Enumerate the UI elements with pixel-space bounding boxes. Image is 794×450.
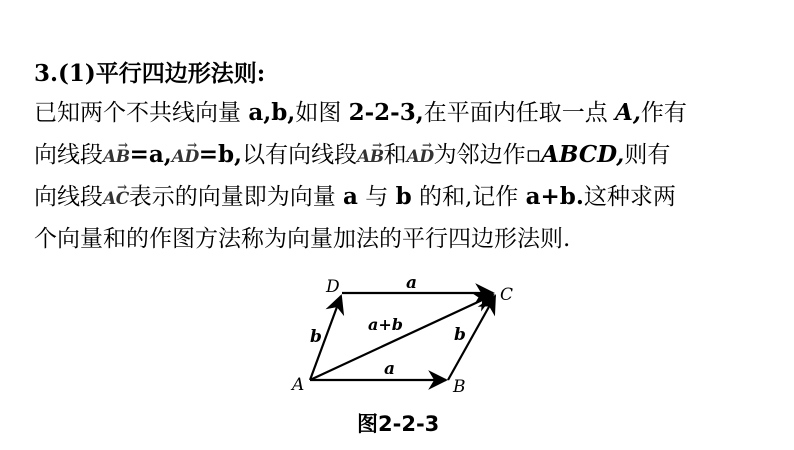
vector-a: a [343, 183, 358, 210]
vector-ad: → AD [407, 136, 434, 178]
text-block [34, 56, 774, 260]
vector-ac: → AC [103, 178, 129, 220]
vector-ab: → AB [357, 136, 384, 178]
vectors-ab: a,b, [248, 99, 296, 126]
text: 为邻边作▫ [433, 142, 542, 168]
text: 这种求两 [583, 184, 676, 210]
text: 在平面内任取一点 [423, 100, 616, 126]
vector-ad: → AD [172, 136, 199, 178]
parallelogram-abcd: ABCD, [541, 141, 625, 168]
text: 则有 [624, 142, 671, 168]
text: 与 [357, 184, 396, 210]
line-4: 个向量和的作图方法称为向量加法的平行四边形法则. [34, 226, 571, 252]
text: 以有向线段 [242, 142, 358, 168]
label-a: A [292, 375, 305, 395]
eq-a: =a, [129, 141, 172, 168]
text: 如图 [295, 100, 349, 126]
vector-b: b [395, 183, 412, 210]
figure-ref: 2-2-3, [348, 99, 424, 126]
label-diag: a+b [368, 315, 403, 334]
text: 已知两个不共线向量 [34, 100, 249, 126]
vector-ab: → AB [103, 136, 130, 178]
line-3 [34, 176, 774, 218]
text: 向线段 [34, 184, 103, 210]
line-2 [34, 134, 774, 176]
point-a: A, [615, 99, 641, 126]
paragraph [34, 92, 774, 260]
eq-b: =b, [198, 141, 243, 168]
label-top-a: a [406, 273, 418, 293]
text: 的和,记作 [411, 184, 526, 210]
label-c: C [500, 285, 514, 305]
label-b: B [453, 377, 466, 397]
line-1 [34, 92, 774, 134]
text: 向线段 [34, 142, 103, 168]
figure-caption: 图2-2-3 [357, 412, 440, 436]
label-d: D [326, 277, 340, 297]
text: 和 [383, 142, 407, 168]
parallelogram-diagram [288, 270, 518, 410]
label-left-b: b [310, 327, 322, 347]
text: 表示的向量即为向量 [128, 184, 344, 210]
label-right-b: b [454, 325, 466, 345]
label-bottom-a: a [384, 359, 396, 379]
text: 作有 [640, 100, 687, 126]
sum-a-plus-b: a+b. [525, 183, 584, 210]
section-heading: 3.(1)平行四边形法则: [34, 60, 266, 87]
